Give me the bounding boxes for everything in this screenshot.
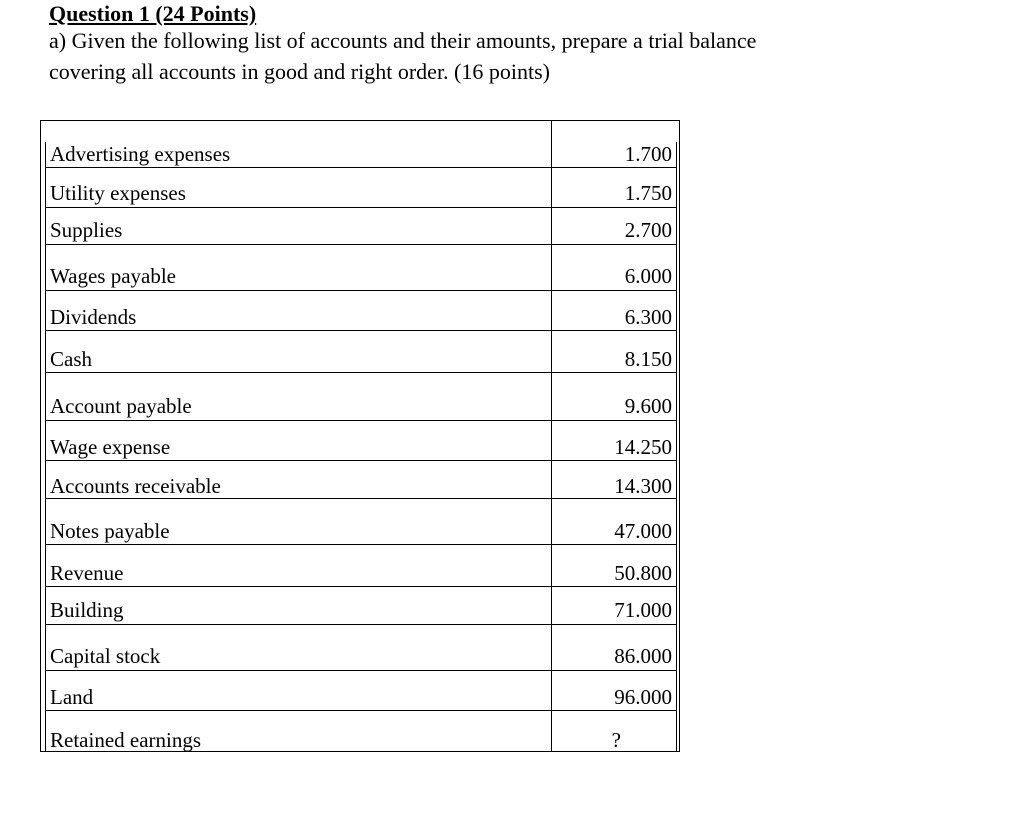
- account-name: Notes payable: [50, 519, 170, 543]
- account-amount: 6.000: [624, 264, 672, 288]
- question-prompt-line-1: a) Given the following list of accounts and their amounts, prepare a trial balance: [49, 28, 757, 53]
- column-divider: [551, 120, 552, 752]
- amount-column-border: [676, 142, 677, 752]
- account-amount: 14.250: [614, 435, 672, 459]
- account-name: Dividends: [50, 305, 137, 329]
- account-amount: 2.700: [624, 218, 672, 242]
- account-name: Supplies: [50, 218, 123, 242]
- label-column-border: [45, 142, 46, 752]
- account-name: Retained earnings: [50, 728, 202, 752]
- account-name: Building: [50, 598, 124, 622]
- question-heading: Question 1 (24 Points): [49, 1, 257, 26]
- account-name: Revenue: [50, 561, 124, 585]
- row-rule: [45, 586, 677, 587]
- row-rule: [45, 544, 677, 545]
- account-name: Account payable: [50, 394, 192, 418]
- row-rule: [45, 167, 677, 168]
- account-name: Cash: [50, 347, 92, 371]
- account-amount: 14.300: [614, 474, 672, 498]
- row-rule: [45, 460, 677, 461]
- account-name: Land: [50, 685, 94, 709]
- row-rule: [45, 372, 677, 373]
- row-rule: [45, 330, 677, 331]
- account-amount: 8.150: [624, 347, 672, 371]
- account-amount: 47.000: [614, 519, 672, 543]
- account-amount: 71.000: [614, 598, 672, 622]
- row-rule: [45, 710, 677, 711]
- account-name: Wage expense: [50, 435, 171, 459]
- account-name: Capital stock: [50, 644, 161, 668]
- account-amount: 96.000: [614, 685, 672, 709]
- account-amount: 86.000: [614, 644, 672, 668]
- account-amount: 6.300: [624, 305, 672, 329]
- account-amount: 50.800: [614, 561, 672, 585]
- account-amount: 9.600: [624, 394, 672, 418]
- row-rule: [45, 207, 677, 208]
- row-rule: [45, 498, 677, 499]
- row-rule: [45, 670, 677, 671]
- account-amount: 1.700: [624, 142, 672, 166]
- account-name: Wages payable: [50, 264, 176, 288]
- account-name: Accounts receivable: [50, 474, 221, 498]
- account-amount: ?: [611, 728, 621, 752]
- account-amount: 1.750: [624, 181, 672, 205]
- account-name: Utility expenses: [50, 181, 186, 205]
- account-name: Advertising expenses: [50, 142, 231, 166]
- question-prompt-line-2: covering all accounts in good and right order. (16 points): [49, 59, 550, 84]
- row-rule: [45, 244, 677, 245]
- row-rule: [45, 420, 677, 421]
- row-rule: [45, 290, 677, 291]
- row-rule: [45, 624, 677, 625]
